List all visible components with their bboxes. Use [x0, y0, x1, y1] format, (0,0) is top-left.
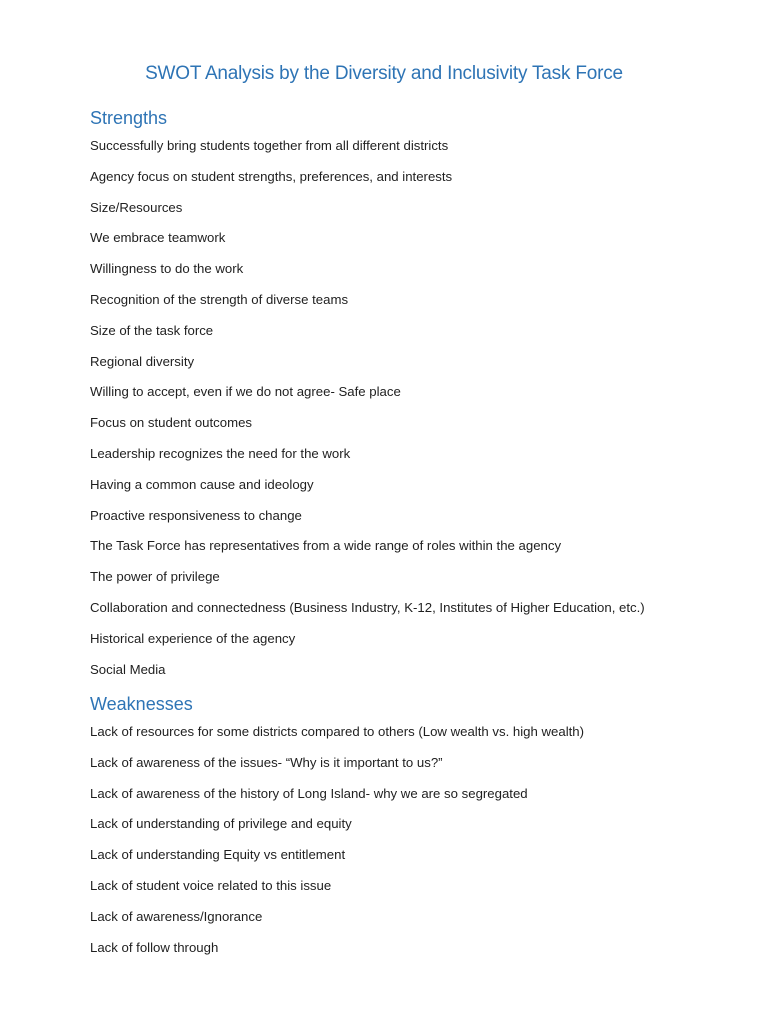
- list-item: The Task Force has representatives from a wide range of roles within the agency: [90, 538, 562, 554]
- weaknesses-list: [90, 717, 584, 963]
- list-item: Social Media: [90, 661, 166, 677]
- list-item: Lack of understanding Equity vs entitlement: [90, 847, 346, 863]
- list-item: Regional diversity: [90, 353, 195, 369]
- list-item: Size of the task force: [90, 322, 214, 338]
- list-item: Willingness to do the work: [90, 261, 244, 277]
- list-item: Having a common cause and ideology: [90, 476, 314, 492]
- list-item: Agency focus on student strengths, preferences, and interests: [90, 168, 453, 184]
- list-item: Lack of follow through: [90, 939, 219, 955]
- weaknesses-heading: Weaknesses: [90, 694, 193, 714]
- list-item: We embrace teamwork: [90, 230, 226, 246]
- list-item: Lack of awareness/Ignorance: [90, 908, 263, 924]
- list-item: Proactive responsiveness to change: [90, 507, 302, 523]
- list-item: Lack of awareness of the issues- “Why is it important to us?”: [90, 754, 443, 770]
- strengths-heading: Strengths: [90, 108, 168, 128]
- list-item: Lack of resources for some districts compared to others (Low wealth vs. high wealth): [90, 724, 585, 739]
- list-item: Willing to accept, even if we do not agree- Safe place: [90, 384, 401, 400]
- list-item: Lack of awareness of the history of Long Island- why we are so segregated: [90, 785, 528, 801]
- list-item: Lack of understanding of privilege and equity: [90, 816, 352, 832]
- list-item: Leadership recognizes the need for the work: [90, 445, 351, 461]
- list-item: Historical experience of the agency: [90, 630, 296, 646]
- list-item: Focus on student outcomes: [90, 415, 253, 431]
- list-item: Recognition of the strength of diverse teams: [90, 291, 349, 307]
- list-item: The power of privilege: [90, 569, 220, 585]
- list-item: Size/Resources: [90, 199, 183, 215]
- list-item: Lack of student voice related to this issue: [90, 877, 332, 893]
- list-item: Successfully bring students together from all different districts: [90, 138, 449, 153]
- document-title: SWOT Analysis by the Diversity and Inclusivity Task Force: [145, 63, 623, 84]
- list-item: Collaboration and connectedness (Business Industry, K-12, Institutes of Higher Education, etc.): [90, 599, 645, 615]
- strengths-list: [90, 131, 645, 685]
